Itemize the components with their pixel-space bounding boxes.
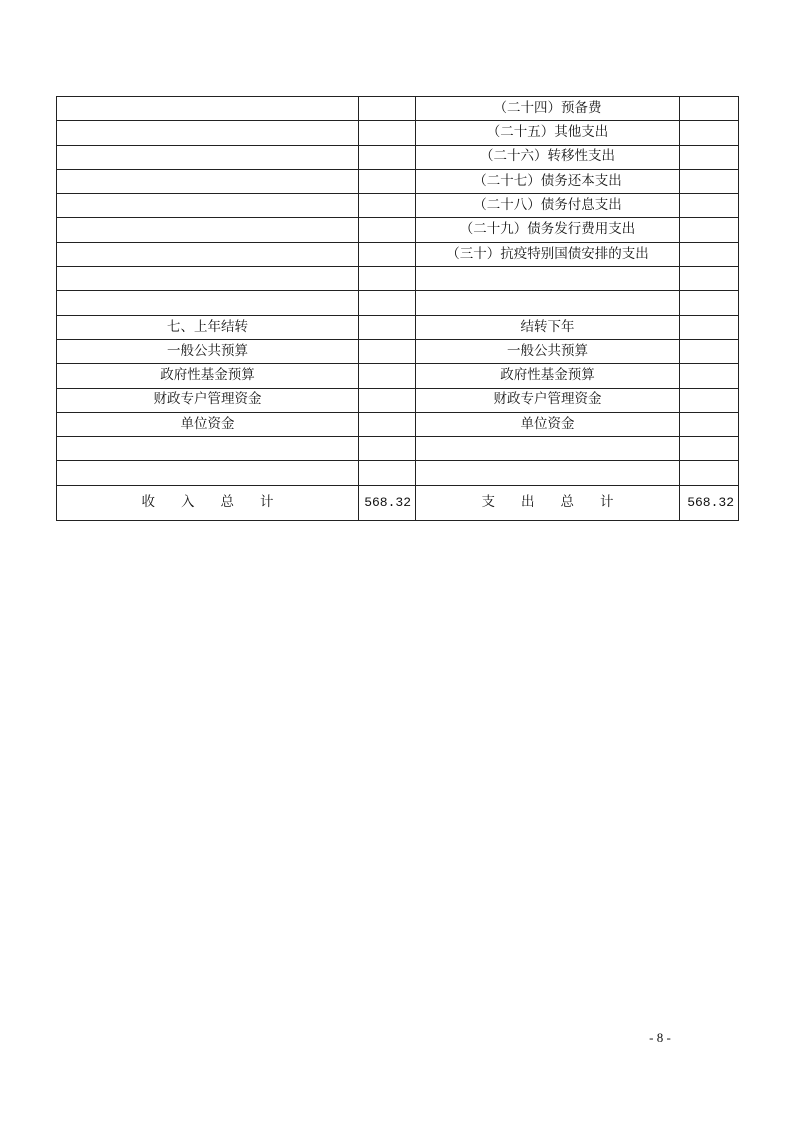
- income-item-cell: [57, 291, 359, 315]
- expense-item-cell: 单位资金: [416, 412, 680, 436]
- income-amount-cell: [359, 169, 416, 193]
- table-total-section: [57, 485, 739, 520]
- income-amount-cell: [359, 267, 416, 291]
- income-amount-cell: [359, 315, 416, 339]
- income-amount-cell: [359, 437, 416, 461]
- expense-amount-cell: [680, 97, 739, 121]
- table-row: [57, 437, 739, 461]
- income-amount-cell: [359, 339, 416, 363]
- table-row: [57, 388, 739, 412]
- income-item-cell: [57, 267, 359, 291]
- table-row: [57, 97, 739, 121]
- income-item-cell: [57, 194, 359, 218]
- expense-amount-cell: [680, 364, 739, 388]
- expense-item-cell: 一般公共预算: [416, 339, 680, 363]
- expense-total-label: 支出总计: [481, 494, 640, 510]
- income-item-cell: [57, 145, 359, 169]
- income-amount-cell: [359, 461, 416, 485]
- table-row: [57, 267, 739, 291]
- expense-amount-cell: [680, 315, 739, 339]
- income-amount-cell: [359, 218, 416, 242]
- income-amount-cell: [359, 121, 416, 145]
- expense-amount-cell: [680, 169, 739, 193]
- income-amount-cell: [359, 242, 416, 266]
- expense-item-cell: （二十五）其他支出: [416, 121, 680, 145]
- expense-item-cell: 结转下年: [416, 315, 680, 339]
- income-amount-cell: [359, 194, 416, 218]
- expense-item-cell: （二十四）预备费: [416, 97, 680, 121]
- income-total-label: 收入总计: [141, 494, 300, 510]
- table-row: [57, 315, 739, 339]
- expense-item-cell: 财政专户管理资金: [416, 388, 680, 412]
- expense-item-cell: [416, 267, 680, 291]
- table-body: [57, 97, 739, 486]
- income-amount-cell: [359, 364, 416, 388]
- income-total-amount: 568.32: [359, 485, 416, 520]
- expense-item-cell: （二十八）债务付息支出: [416, 194, 680, 218]
- expense-item-cell: （二十六）转移性支出: [416, 145, 680, 169]
- income-item-cell: [57, 121, 359, 145]
- income-amount-cell: [359, 145, 416, 169]
- expense-item-cell: （三十）抗疫特别国债安排的支出: [416, 242, 680, 266]
- table-row: [57, 121, 739, 145]
- expense-amount-cell: [680, 194, 739, 218]
- income-item-cell: 七、上年结转: [57, 315, 359, 339]
- table-row: [57, 461, 739, 485]
- expense-total-amount: 568.32: [680, 485, 739, 520]
- income-amount-cell: [359, 412, 416, 436]
- income-item-cell: 一般公共预算: [57, 339, 359, 363]
- income-item-cell: 财政专户管理资金: [57, 388, 359, 412]
- expense-item-cell: [416, 461, 680, 485]
- income-item-cell: [57, 437, 359, 461]
- table-row: [57, 412, 739, 436]
- expense-amount-cell: [680, 121, 739, 145]
- income-item-cell: 单位资金: [57, 412, 359, 436]
- income-amount-cell: [359, 291, 416, 315]
- expense-item-cell: [416, 291, 680, 315]
- expense-amount-cell: [680, 388, 739, 412]
- income-item-cell: [57, 169, 359, 193]
- expense-item-cell: 政府性基金预算: [416, 364, 680, 388]
- expense-amount-cell: [680, 437, 739, 461]
- income-amount-cell: [359, 388, 416, 412]
- table-row: [57, 364, 739, 388]
- expense-amount-cell: [680, 242, 739, 266]
- table-row: [57, 194, 739, 218]
- income-amount-cell: [359, 97, 416, 121]
- expense-amount-cell: [680, 412, 739, 436]
- expense-amount-cell: [680, 267, 739, 291]
- income-item-cell: [57, 242, 359, 266]
- expense-amount-cell: [680, 339, 739, 363]
- expense-total-label-cell: [416, 485, 680, 520]
- table-row: [57, 242, 739, 266]
- expense-amount-cell: [680, 218, 739, 242]
- expense-amount-cell: [680, 291, 739, 315]
- page-number: - 8 -: [649, 1030, 671, 1045]
- expense-item-cell: （二十九）债务发行费用支出: [416, 218, 680, 242]
- income-total-label-cell: [57, 485, 359, 520]
- expense-amount-cell: [680, 461, 739, 485]
- table-row: [57, 169, 739, 193]
- total-row: [57, 485, 739, 520]
- table-row: [57, 145, 739, 169]
- table-row: [57, 291, 739, 315]
- expense-amount-cell: [680, 145, 739, 169]
- expense-item-cell: （二十七）债务还本支出: [416, 169, 680, 193]
- budget-summary-table: [56, 96, 739, 521]
- table-row: [57, 339, 739, 363]
- table-row: [57, 218, 739, 242]
- income-item-cell: [57, 461, 359, 485]
- income-item-cell: [57, 218, 359, 242]
- income-item-cell: 政府性基金预算: [57, 364, 359, 388]
- income-item-cell: [57, 97, 359, 121]
- expense-item-cell: [416, 437, 680, 461]
